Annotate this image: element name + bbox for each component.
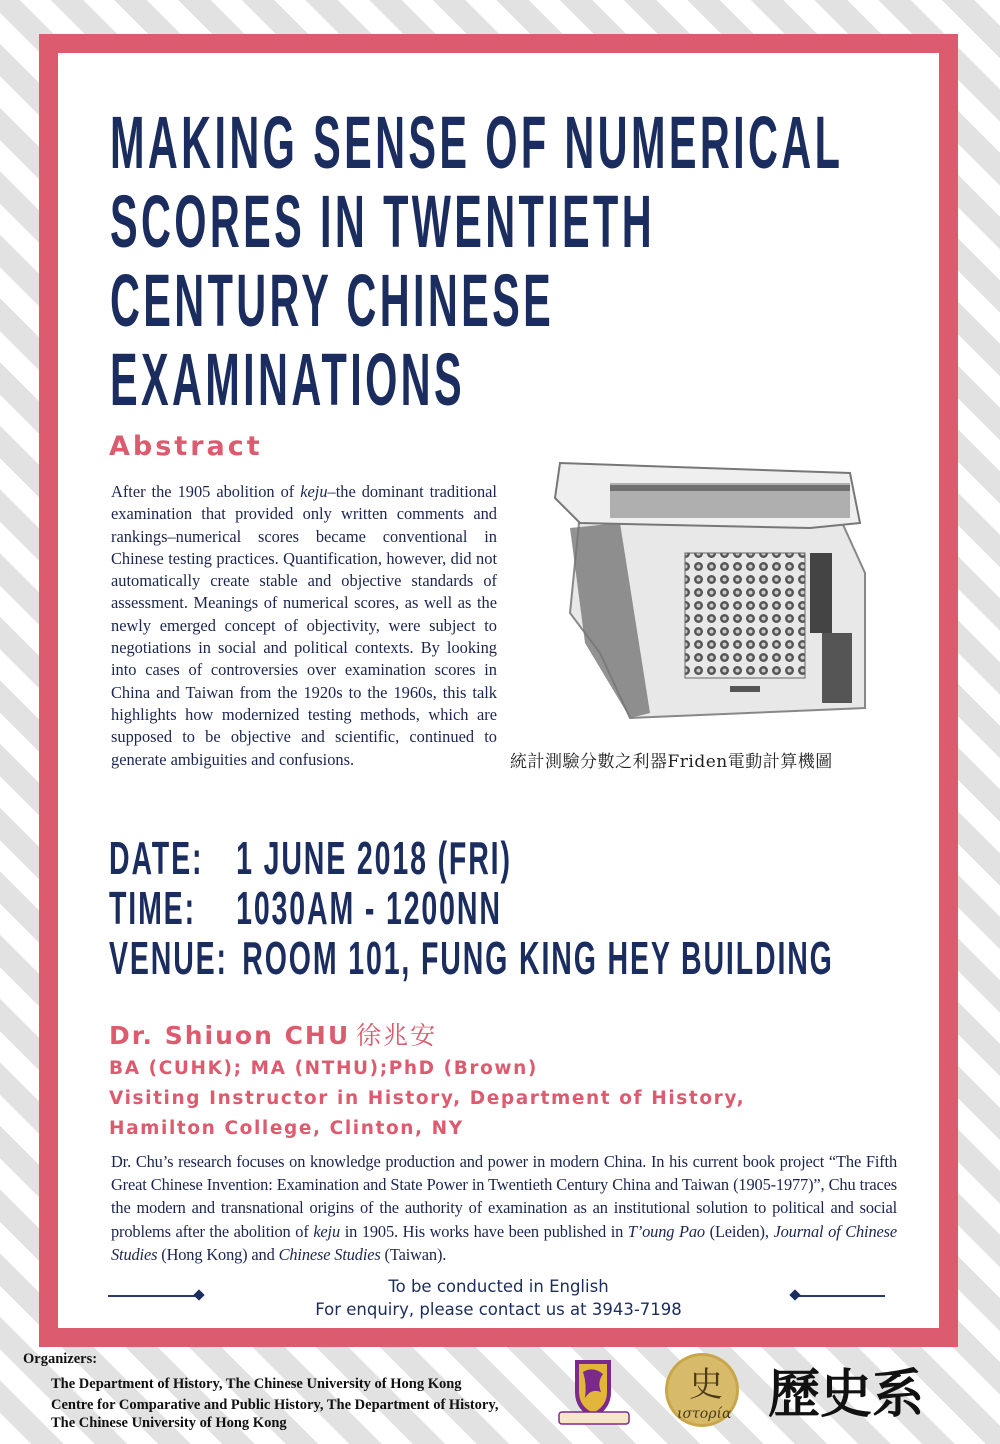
speaker-position: Visiting Instructor in History, Department of History, — [109, 1088, 746, 1109]
historia-coin-char: 史 — [689, 1365, 723, 1405]
bio-text: (Hong Kong) and — [157, 1244, 279, 1264]
speaker-info — [109, 1018, 745, 1144]
date-row — [109, 833, 834, 883]
venue-value: ROOM 101, FUNG KING HEY BUILDING — [242, 932, 834, 984]
event-details — [109, 833, 834, 983]
title-line: CENTURY CHINESE — [110, 259, 555, 342]
footer-note — [58, 1275, 939, 1321]
organizers-heading: Organizers: — [23, 1351, 98, 1367]
figure-caption: 統計測驗分數之利器Friden電動計算機圖 — [510, 752, 833, 772]
organizer-item: The Department of History, The Chinese University of Hong Kong — [51, 1376, 462, 1392]
speaker-degrees: BA (CUHK); MA (NTHU);PhD (Brown) — [109, 1058, 538, 1079]
speaker-name-zh: 徐兆安 — [356, 1021, 438, 1050]
venue-label: VENUE: — [109, 932, 228, 984]
bio-italic: Journal of Chinese Studies — [111, 1221, 897, 1264]
bio-italic: Chinese Studies — [278, 1244, 381, 1264]
time-row — [109, 883, 834, 933]
organizer-item: The Chinese University of Hong Kong — [51, 1415, 287, 1431]
title-line: SCORES IN TWENTIETH — [110, 180, 656, 263]
organizer-logos — [555, 1352, 955, 1432]
time-value: 1030AM - 1200NN — [236, 882, 502, 934]
abstract-heading: Abstract — [109, 431, 263, 462]
date-label: DATE: — [109, 832, 204, 884]
time-label: TIME: — [109, 882, 196, 934]
abstract-text-part: After the 1905 abolition of — [111, 482, 301, 501]
speaker-name-en: Dr. Shiuon CHU — [109, 1021, 351, 1050]
bio-text: in 1905. His works have been published in — [340, 1221, 628, 1241]
organizers — [23, 1351, 498, 1432]
bio-text: (Leiden), — [704, 1221, 774, 1241]
organizer-item: Centre for Comparative and Public History, The Department of History, — [51, 1397, 499, 1413]
bio-italic: T’oung Pao — [627, 1221, 705, 1241]
title-line: MAKING SENSE OF NUMERICAL — [110, 101, 844, 184]
abstract-text-part: –the dominant traditional examination that provided only written comments and rankings–numerical scores became conventional in Chinese testing practices. Quantification, however, did not automatically create stable and objective standards of assessment. Meanings of numerical scores, as well as the newly emerged concept of objectivity, were subject to negotiations in social and political contexts. By looking into cases of controversies over examination scores in China and Taiwan from the 1920s to the 1960s, this talk highlights how modernized testing methods, which are supposed to be objective and scientific, continued to generate ambiguities and confusions. — [111, 482, 497, 769]
language-note: To be conducted in English — [388, 1277, 609, 1296]
bio-italic: keju — [313, 1221, 341, 1241]
bio-text: (Taiwan). — [380, 1244, 447, 1264]
cuhk-crest-logo — [559, 1360, 629, 1424]
enquiry-note: For enquiry, please contact us at 3943-7198 — [315, 1300, 682, 1319]
calculator-figure — [510, 443, 930, 783]
speaker-name — [109, 1018, 745, 1054]
poster-frame — [39, 34, 958, 1347]
venue-row — [109, 933, 834, 983]
speaker-affiliation: Hamilton College, Clinton, NY — [109, 1118, 464, 1139]
title-line: EXAMINATIONS — [110, 338, 465, 421]
calligraphy-logo: 歷史系 — [768, 1364, 925, 1425]
bio-text: Dr. Chu’s research focuses on knowledge production and power in modern China. In his current book project “The Fifth Great Chinese Invention: Examination and State Power in Twentieth Century China and Taiwan (1905-1977)”, Chu traces the modern and transnational origins of the authority of examination as an institutional solution to political and social problems after the abolition of — [111, 1152, 897, 1241]
historia-coin-logo — [665, 1353, 739, 1427]
abstract-italic-term: keju — [300, 482, 328, 501]
poster-title — [110, 103, 843, 419]
date-value: 1 JUNE 2018 (FRI) — [236, 832, 512, 884]
speaker-bio — [111, 1150, 897, 1266]
friden-calculator-image — [510, 443, 930, 743]
historia-coin-text: ιστορία — [677, 1406, 732, 1422]
abstract-text — [111, 481, 497, 771]
organizer-list — [51, 1375, 498, 1432]
